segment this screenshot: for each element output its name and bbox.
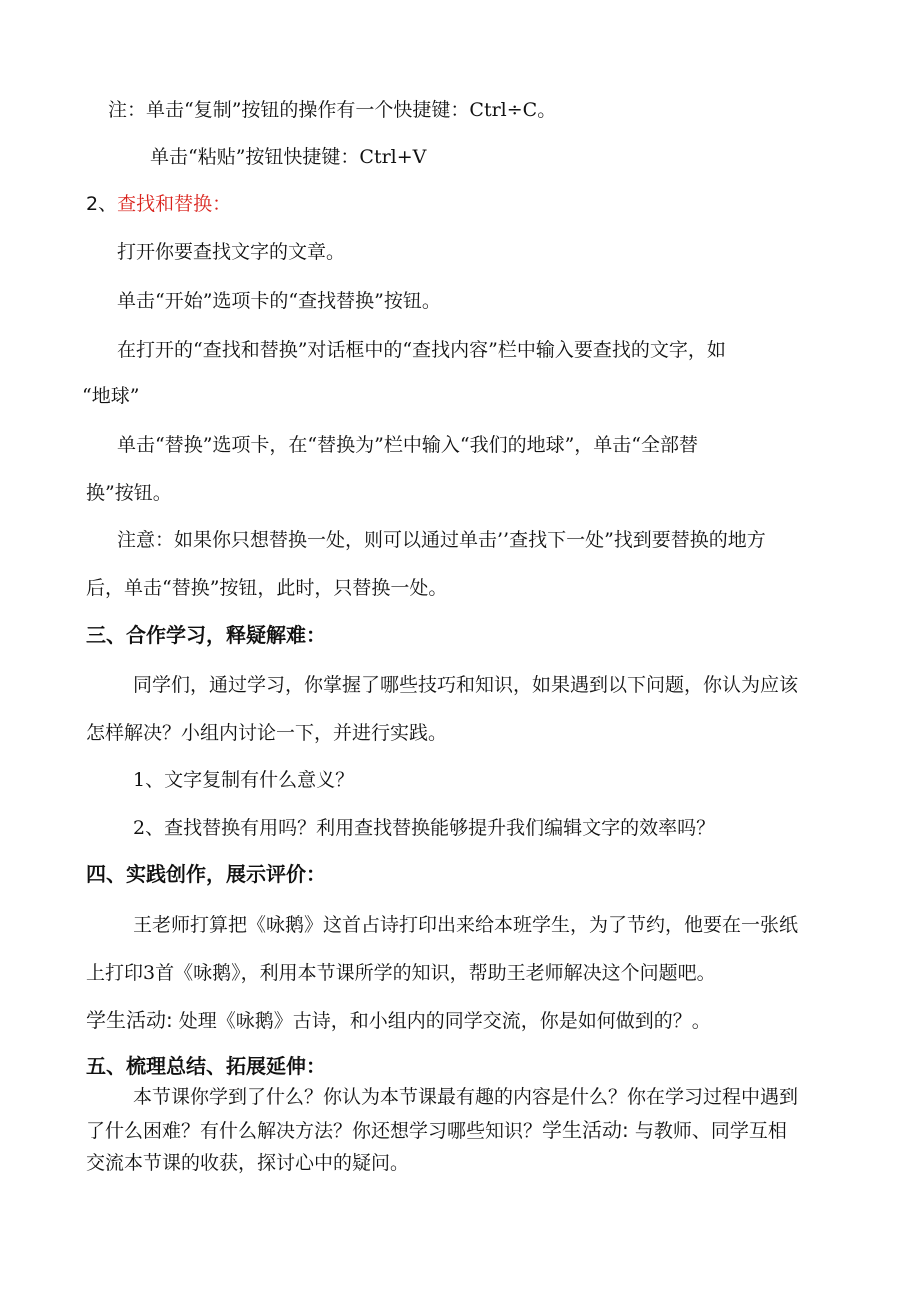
question-item: 2、查找替换有用吗？利用查找替换能够提升我们编辑文字的效率吗？ xyxy=(133,817,716,839)
section-3-heading: 三、合作学习，释疑解难： xyxy=(86,623,326,647)
paragraph-line: 本节课你学到了什么？你认为本节课最有趣的内容是什么？你在学习过程中遇到 xyxy=(133,1086,799,1108)
student-activity-text: 处理《咏鹅》古诗，和小组内的同学交流，你是如何做到的？。 xyxy=(178,1010,711,1032)
section-5-heading: 五、梳理总结、拓展延伸： xyxy=(86,1054,326,1078)
paragraph-line: 单击“替换”选项卡，在“替换为”栏中输入“我们的地球”，单击“全部替 xyxy=(117,434,698,456)
student-activity-label: 学生活动: xyxy=(86,1008,173,1032)
paragraph-line: 王老师打算把《咏鹅》这首占诗打印出来给本班学生，为了节约，他要在一张纸 xyxy=(133,914,799,936)
section-2-number: 2、 xyxy=(86,193,118,215)
paragraph-line: 注意：如果你只想替换一处，则可以通过单击’’查找下一处”找到要替换的地方 xyxy=(117,529,766,551)
paragraph-line: 在打开的“查找和替换”对话框中的“查找内容”栏中输入要查找的文字，如 xyxy=(117,339,726,361)
question-item: 1、文字复制有什么意义？ xyxy=(133,769,355,791)
paragraph-line: 换”按钮。 xyxy=(86,482,172,504)
paragraph-line: “地球” xyxy=(82,385,140,407)
student-activity-text: 与教师、同学互相 xyxy=(634,1120,787,1142)
section-2-heading xyxy=(86,192,231,216)
paragraph-line: 同学们，通过学习，你掌握了哪些技巧和知识，如果遇到以下问题，你认为应该 xyxy=(133,674,799,696)
paragraph-line: 怎样解决？小组内讨论一下，并进行实践。 xyxy=(86,722,448,744)
paragraph-text: 了什么困难？有什么解决方法？你还想学习哪些知识？ xyxy=(86,1120,543,1142)
section-4-heading: 四、实践创作，展示评价： xyxy=(86,862,326,886)
student-activity-label: 学生活动: xyxy=(542,1118,629,1142)
copy-shortcut-note: 注：单击“复制”按钮的操作有一个快捷键：Ctrl÷C。 xyxy=(108,99,557,121)
paragraph-line: 单击“开始”选项卡的“查找替换”按钮。 xyxy=(117,290,441,312)
section-2-title: 查找和替换： xyxy=(117,193,232,215)
paragraph-line: 后，单击“替换”按钮，此时，只替换一处。 xyxy=(86,577,448,599)
paste-shortcut-note: 单击“粘贴”按钮快捷键：Ctrl+V xyxy=(150,146,427,168)
paragraph-line: 上打印3首《咏鹅》，利用本节课所学的知识，帮助王老师解决这个问题吧。 xyxy=(86,962,716,984)
paragraph-line: 打开你要查找文字的文章。 xyxy=(117,241,346,263)
paragraph-line: 交流本节课的收获，探讨心中的疑问。 xyxy=(86,1152,410,1174)
student-activity-line xyxy=(86,1008,711,1033)
paragraph-line xyxy=(86,1118,787,1143)
